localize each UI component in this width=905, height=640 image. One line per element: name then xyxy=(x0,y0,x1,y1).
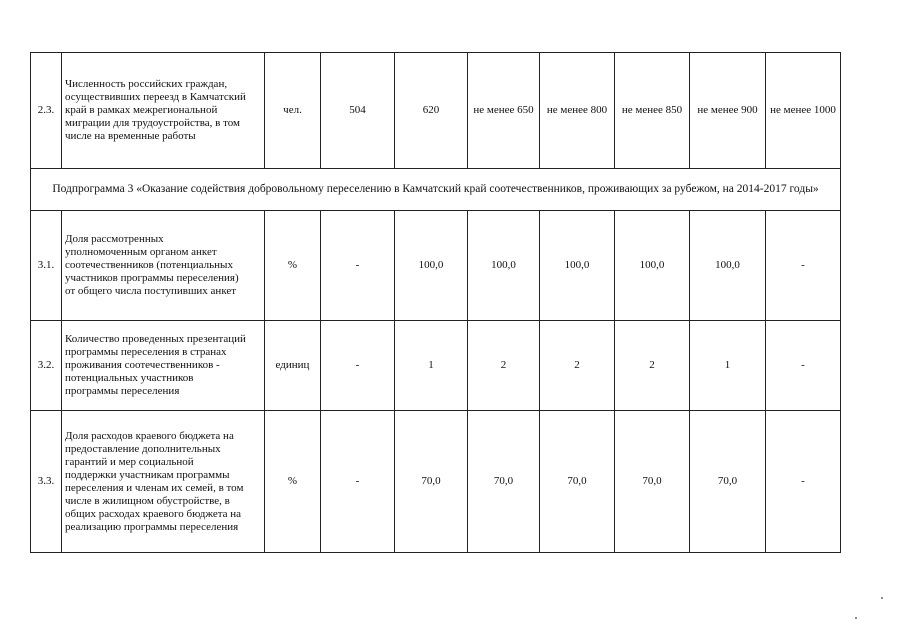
row-number: 3.1. xyxy=(31,211,62,321)
table-row xyxy=(31,411,841,553)
value-cell: не менее 900 xyxy=(690,53,766,169)
subprogram-row xyxy=(31,169,841,211)
row-number: 2.3. xyxy=(31,53,62,169)
value-cell: 1 xyxy=(690,321,766,411)
value-cell: 70,0 xyxy=(690,411,766,553)
value-cell: 70,0 xyxy=(540,411,615,553)
indicators-table xyxy=(30,52,841,553)
indicator-name: Доля расходов краевого бюджета на предоставление дополнительных гарантий и мер социальной поддержки участникам программы переселения и членам их семей, в том числе в жилищном обустройстве, в общих расходах краевого бюджета на реализацию программы переселения xyxy=(62,411,265,553)
value-cell: не менее 850 xyxy=(615,53,690,169)
value-cell: 100,0 xyxy=(468,211,540,321)
value-cell: - xyxy=(321,211,395,321)
unit-cell: единиц xyxy=(265,321,321,411)
value-cell: - xyxy=(766,211,841,321)
value-cell: 70,0 xyxy=(615,411,690,553)
unit-cell: % xyxy=(265,411,321,553)
row-number: 3.2. xyxy=(31,321,62,411)
subprogram-title: Подпрограмма 3 «Оказание содействия добровольному переселению в Камчатский край соотечественников, проживающих за рубежом, на 2014-2017 годы» xyxy=(31,169,841,211)
scan-speck xyxy=(855,617,857,619)
value-cell: 504 xyxy=(321,53,395,169)
unit-cell: чел. xyxy=(265,53,321,169)
value-cell: 2 xyxy=(540,321,615,411)
scan-speck xyxy=(881,597,883,599)
value-cell: - xyxy=(321,411,395,553)
value-cell: 100,0 xyxy=(540,211,615,321)
value-cell: 100,0 xyxy=(690,211,766,321)
indicator-name: Доля рассмотренных уполномоченным органом анкет соотечественников (потенциальных участников программы переселения) от общего числа поступивших анкет xyxy=(62,211,265,321)
value-cell: - xyxy=(321,321,395,411)
value-cell: 70,0 xyxy=(395,411,468,553)
value-cell: не менее 650 xyxy=(468,53,540,169)
row-number: 3.3. xyxy=(31,411,62,553)
indicator-name: Количество проведенных презентаций программы переселения в странах проживания соотечественников - потенциальных участников программы переселения xyxy=(62,321,265,411)
table-row xyxy=(31,321,841,411)
value-cell: 1 xyxy=(395,321,468,411)
value-cell: 2 xyxy=(468,321,540,411)
value-cell: - xyxy=(766,411,841,553)
table-row xyxy=(31,53,841,169)
value-cell: 100,0 xyxy=(615,211,690,321)
unit-cell: % xyxy=(265,211,321,321)
value-cell: 620 xyxy=(395,53,468,169)
value-cell: 70,0 xyxy=(468,411,540,553)
value-cell: 100,0 xyxy=(395,211,468,321)
value-cell: - xyxy=(766,321,841,411)
indicator-name: Численность российских граждан, осуществивших переезд в Камчатский край в рамках межрегиональной миграции для трудоустройства, в том числе на временные работы xyxy=(62,53,265,169)
table-row xyxy=(31,211,841,321)
value-cell: 2 xyxy=(615,321,690,411)
value-cell: не менее 1000 xyxy=(766,53,841,169)
value-cell: не менее 800 xyxy=(540,53,615,169)
